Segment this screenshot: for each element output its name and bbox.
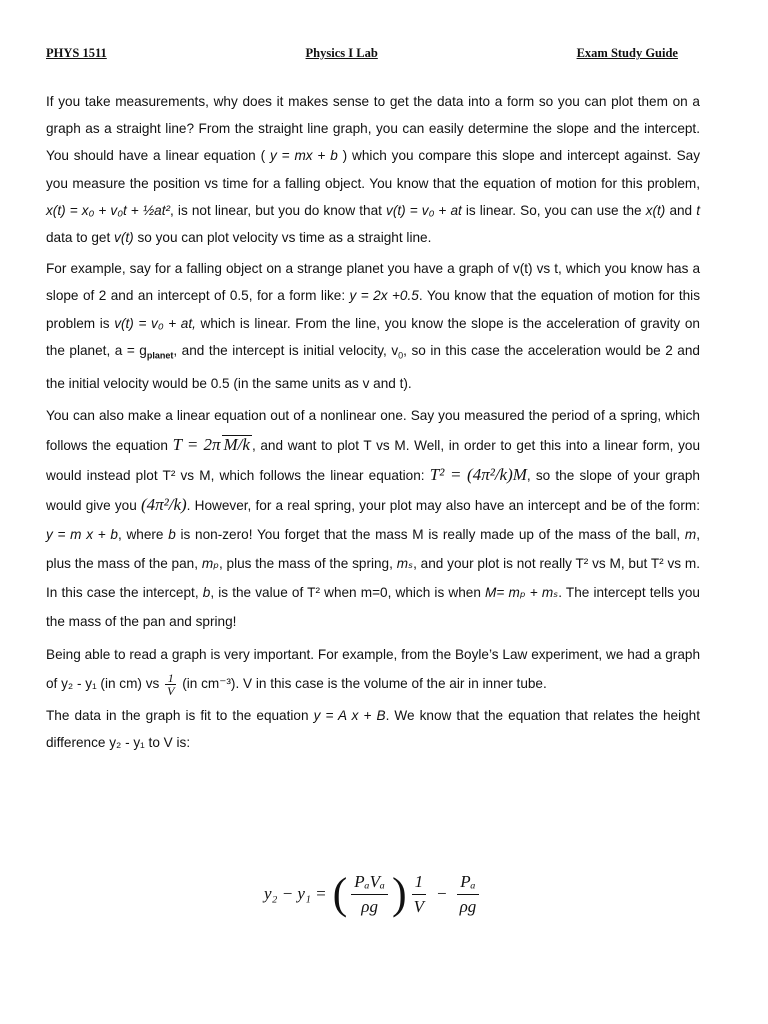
- text: (in cm⁻³). V in this case is the volume of the air in inner tube.: [178, 675, 547, 691]
- text: , and want to plot T vs M. Well, in order to get this into a linear form, you would instead plot T² vs M, which follows the linear equation:: [46, 437, 701, 483]
- fraction-pv-rhog: [351, 872, 388, 917]
- subscript: 0: [398, 350, 404, 361]
- inline-equation: x(t): [645, 202, 666, 218]
- document-body: [46, 88, 700, 760]
- inline-equation: y = A x + B: [313, 707, 386, 723]
- fraction-denominator: V: [413, 896, 425, 916]
- text: Being able to read a graph is very important. For example, from the Boyle’s Law experiment, we had a graph of y₂ - y₁ (in cm) vs: [46, 646, 700, 691]
- subscript: planet: [146, 350, 174, 361]
- fraction-numerator: Pₐ: [457, 872, 478, 895]
- paragraph-5: [46, 702, 700, 756]
- text: . You know that the equation of motion for this problem is: [46, 288, 700, 331]
- document-title: Exam Study Guide: [576, 46, 678, 60]
- text: , is the value of T² when m=0, which is when: [210, 584, 486, 600]
- right-paren: ): [391, 869, 407, 918]
- period-equation: T = 2π: [172, 434, 221, 454]
- text: . The intercept tells you the mass of the pan and spring!: [46, 584, 700, 629]
- text: If you take measurements, why does it makes sense to get the data into a form so you can plot them on a graph as a straight line? From the straight line graph, you can easily determine the slope and the intercept. You should have a linear equation (: [46, 94, 700, 164]
- inline-equation: y = m x + b: [46, 526, 118, 542]
- text: which is linear. From the line, you know the slope is the acceleration of gravity on the planet, a = g: [46, 315, 700, 358]
- slope-expression: (4π²/k): [140, 494, 187, 514]
- fraction-numerator: PₐVₐ: [351, 872, 388, 895]
- sqrt-radicand: M/k: [223, 434, 250, 454]
- course-title: Physics I Lab: [305, 46, 378, 60]
- text: , and your plot is not really T² vs M, but T² vs m. In this case the intercept,: [46, 555, 700, 600]
- page-header: [46, 46, 678, 61]
- inline-equation: v(t) = v₀ + at,: [114, 315, 196, 331]
- text: You can also make a linear equation out of a nonlinear one. Say you measured the period of a spring, which follows the equation: [46, 407, 700, 453]
- text: . We know that the equation that relates the height difference y₂ - y₁ to V is:: [46, 707, 700, 751]
- text: is non-zero! You forget that the mass M is really made up of the mass of the ball,: [175, 526, 685, 542]
- paragraph-1: [46, 88, 700, 251]
- fraction-one-over-v: [411, 872, 427, 917]
- text: and: [665, 202, 697, 218]
- text: , where: [117, 526, 169, 542]
- course-code: PHYS 1511: [46, 46, 107, 60]
- text: , so in this case the acceleration would be 2 and the initial velocity would be 0.5 (in the same units as v and t).: [46, 342, 700, 391]
- fraction-denominator: ρg: [361, 896, 378, 916]
- text: data to get: [46, 230, 115, 246]
- equation-lhs: y₂ − y₁ =: [264, 884, 327, 903]
- inline-equation: mₛ: [396, 555, 414, 571]
- linear-equation: T² = (4π²/k)M: [429, 464, 527, 484]
- boyle-equation: [264, 866, 483, 922]
- text: , plus the mass of the pan,: [46, 526, 700, 571]
- fraction-numerator: 1: [412, 872, 427, 895]
- inline-equation: m: [684, 526, 697, 542]
- text: For example, say for a falling object on a strange planet you have a graph of v(t) vs t, which you know has a slope of 2 and an intercept of 0.5, for a form like:: [46, 261, 700, 304]
- inline-equation: t: [696, 202, 700, 218]
- text: , is not linear, but you do know that: [170, 202, 387, 218]
- inline-equation: mₚ: [201, 555, 219, 571]
- paragraph-4: [46, 640, 700, 698]
- fraction-numerator: 1: [167, 670, 174, 685]
- inline-equation: x(t) = x₀ + v₀t + ½at²: [46, 202, 171, 218]
- inline-equation: v(t): [114, 230, 134, 246]
- text: so you can plot velocity vs time as a straight line.: [133, 230, 432, 246]
- text: , so the slope of your graph would give you: [46, 467, 700, 513]
- inline-equation: y = mx + b: [270, 148, 338, 164]
- left-paren: (: [332, 869, 348, 918]
- minus-sign: −: [437, 884, 447, 903]
- inline-equation: v(t) = v₀ + at: [386, 202, 462, 218]
- inline-equation: M= mₚ + mₛ: [485, 584, 559, 600]
- fraction-denominator: ρg: [459, 896, 477, 916]
- fraction-p-rhog: [457, 872, 480, 917]
- inline-equation: b: [202, 584, 211, 600]
- inline-equation: b: [168, 526, 176, 542]
- text: ) which you compare this slope and intercept against. Say you measure the position vs time for a falling object. You know that the equation of motion for this problem,: [46, 148, 700, 191]
- text: . However, for a real spring, your plot may also have an intercept and be of the form:: [186, 497, 700, 513]
- paragraph-3: [46, 401, 700, 636]
- fraction-denominator: V: [167, 683, 175, 698]
- paragraph-2: [46, 255, 700, 397]
- text: The data in the graph is fit to the equation: [46, 707, 314, 723]
- text: , and the intercept is initial velocity, v: [173, 342, 399, 358]
- text: , plus the mass of the spring,: [218, 555, 397, 571]
- text: is linear. So, you can use the: [461, 202, 646, 218]
- inline-equation: y = 2x +0.5: [349, 288, 419, 304]
- inverse-volume-fraction: [165, 672, 176, 697]
